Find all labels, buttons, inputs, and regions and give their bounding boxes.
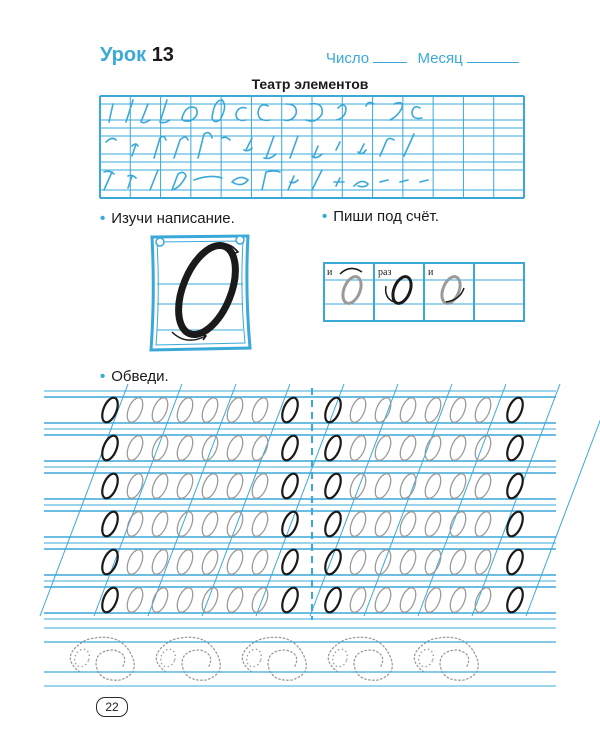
letter-sample — [279, 510, 301, 539]
letter-trace[interactable] — [397, 510, 419, 539]
letter-trace[interactable] — [249, 510, 271, 539]
letter-sample — [504, 472, 526, 501]
lesson-word: Урок — [100, 44, 147, 66]
letter-trace[interactable] — [224, 472, 246, 501]
section-subtitle: Театр элементов — [251, 76, 369, 92]
letter-sample — [322, 548, 344, 577]
letter-sample — [99, 472, 121, 501]
letter-sample — [279, 548, 301, 577]
ornament-trace[interactable] — [328, 637, 392, 680]
letter-trace[interactable] — [397, 396, 419, 425]
letter-trace[interactable] — [249, 396, 271, 425]
letter-trace[interactable] — [249, 586, 271, 615]
letter-trace[interactable] — [149, 434, 171, 463]
letter-trace[interactable] — [199, 434, 221, 463]
letter-trace[interactable] — [149, 548, 171, 577]
letter-sample — [279, 586, 301, 615]
letter-trace[interactable] — [199, 472, 221, 501]
letter-trace[interactable] — [347, 548, 369, 577]
letter-trace[interactable] — [199, 586, 221, 615]
letter-trace[interactable] — [372, 586, 394, 615]
ornament-trace[interactable] — [242, 637, 306, 680]
letter-trace[interactable] — [472, 586, 494, 615]
lesson-number: 13 — [151, 44, 174, 66]
letter-trace[interactable] — [347, 510, 369, 539]
letter-trace[interactable] — [224, 396, 246, 425]
letter-trace[interactable] — [224, 434, 246, 463]
letter-trace[interactable] — [124, 472, 146, 501]
count-label-1: и — [327, 267, 333, 278]
letter-trace[interactable] — [447, 510, 469, 539]
letter-trace[interactable] — [224, 548, 246, 577]
task-trace-label: Обведи. — [111, 368, 169, 385]
letter-trace[interactable] — [199, 548, 221, 577]
ornament-trace[interactable] — [414, 637, 478, 680]
ornament-trace[interactable] — [416, 647, 436, 669]
letter-trace[interactable] — [472, 472, 494, 501]
letter-trace[interactable] — [224, 510, 246, 539]
letter-sample — [99, 396, 121, 425]
count-label-2: раз — [378, 267, 392, 278]
letter-trace[interactable] — [397, 434, 419, 463]
ornament-trace[interactable] — [330, 647, 350, 669]
date-label: Число — [326, 50, 370, 67]
letter-sample — [279, 434, 301, 463]
letter-trace[interactable] — [422, 548, 444, 577]
ornament-trace[interactable] — [244, 647, 264, 669]
letter-trace[interactable] — [447, 472, 469, 501]
bullet-icon: • — [100, 368, 106, 385]
letter-sample — [322, 472, 344, 501]
letter-trace[interactable] — [372, 510, 394, 539]
letter-trace[interactable] — [447, 548, 469, 577]
letter-trace[interactable] — [174, 434, 196, 463]
task-count-label: Пиши под счёт. — [333, 208, 439, 225]
letter-trace[interactable] — [472, 396, 494, 425]
letter-trace[interactable] — [124, 548, 146, 577]
letter-trace[interactable] — [472, 434, 494, 463]
letter-trace[interactable] — [347, 396, 369, 425]
task-study-label: Изучи написание. — [111, 210, 235, 227]
letter-trace[interactable] — [149, 510, 171, 539]
letter-trace[interactable] — [174, 510, 196, 539]
letter-trace[interactable] — [422, 396, 444, 425]
letter-trace[interactable] — [397, 586, 419, 615]
letter-trace[interactable] — [422, 510, 444, 539]
letter-trace[interactable] — [447, 586, 469, 615]
bullet-icon: • — [322, 208, 328, 225]
letter-trace[interactable] — [472, 548, 494, 577]
count-label-3: и — [428, 267, 434, 278]
letter-trace[interactable] — [149, 472, 171, 501]
letter-trace[interactable] — [372, 434, 394, 463]
letter-sample — [322, 586, 344, 615]
letter-trace[interactable] — [124, 434, 146, 463]
letter-sample — [279, 472, 301, 501]
letter-trace[interactable] — [472, 510, 494, 539]
letter-sample — [504, 510, 526, 539]
letter-trace[interactable] — [249, 472, 271, 501]
letter-trace[interactable] — [422, 586, 444, 615]
letter-sample — [99, 548, 121, 577]
letter-sample — [322, 434, 344, 463]
letter-trace[interactable] — [174, 548, 196, 577]
letter-trace[interactable] — [224, 586, 246, 615]
letter-trace[interactable] — [447, 396, 469, 425]
letter-trace[interactable] — [447, 434, 469, 463]
letter-sample — [99, 586, 121, 615]
page-number: 22 — [96, 697, 128, 717]
letter-trace[interactable] — [124, 510, 146, 539]
letter-trace[interactable] — [347, 472, 369, 501]
month-label: Месяц — [417, 50, 463, 67]
letter-trace[interactable] — [397, 548, 419, 577]
letter-trace[interactable] — [249, 548, 271, 577]
letter-trace[interactable] — [372, 548, 394, 577]
letter-trace[interactable] — [347, 586, 369, 615]
ornament-trace[interactable] — [70, 637, 134, 680]
letter-trace[interactable] — [149, 586, 171, 615]
letter-trace[interactable] — [372, 396, 394, 425]
letter-sample — [504, 548, 526, 577]
letter-trace[interactable] — [422, 434, 444, 463]
letter-trace[interactable] — [124, 586, 146, 615]
letter-trace[interactable] — [397, 472, 419, 501]
letter-sample — [279, 396, 301, 425]
letter-trace[interactable] — [174, 396, 196, 425]
letter-trace[interactable] — [372, 472, 394, 501]
letter-sample — [322, 396, 344, 425]
letter-trace[interactable] — [124, 396, 146, 425]
letter-trace[interactable] — [422, 472, 444, 501]
bullet-icon: • — [100, 210, 106, 227]
letter-trace[interactable] — [347, 434, 369, 463]
ornament-trace[interactable] — [72, 647, 92, 669]
letter-trace[interactable] — [249, 434, 271, 463]
ornament-trace[interactable] — [156, 637, 220, 680]
letter-trace[interactable] — [174, 472, 196, 501]
letter-trace[interactable] — [199, 510, 221, 539]
letter-trace[interactable] — [199, 396, 221, 425]
letter-sample — [504, 586, 526, 615]
letter-sample — [504, 434, 526, 463]
letter-sample — [99, 434, 121, 463]
letter-trace[interactable] — [149, 396, 171, 425]
letter-trace[interactable] — [174, 586, 196, 615]
letter-sample — [504, 396, 526, 425]
ornament-trace[interactable] — [158, 647, 178, 669]
letter-sample — [99, 510, 121, 539]
